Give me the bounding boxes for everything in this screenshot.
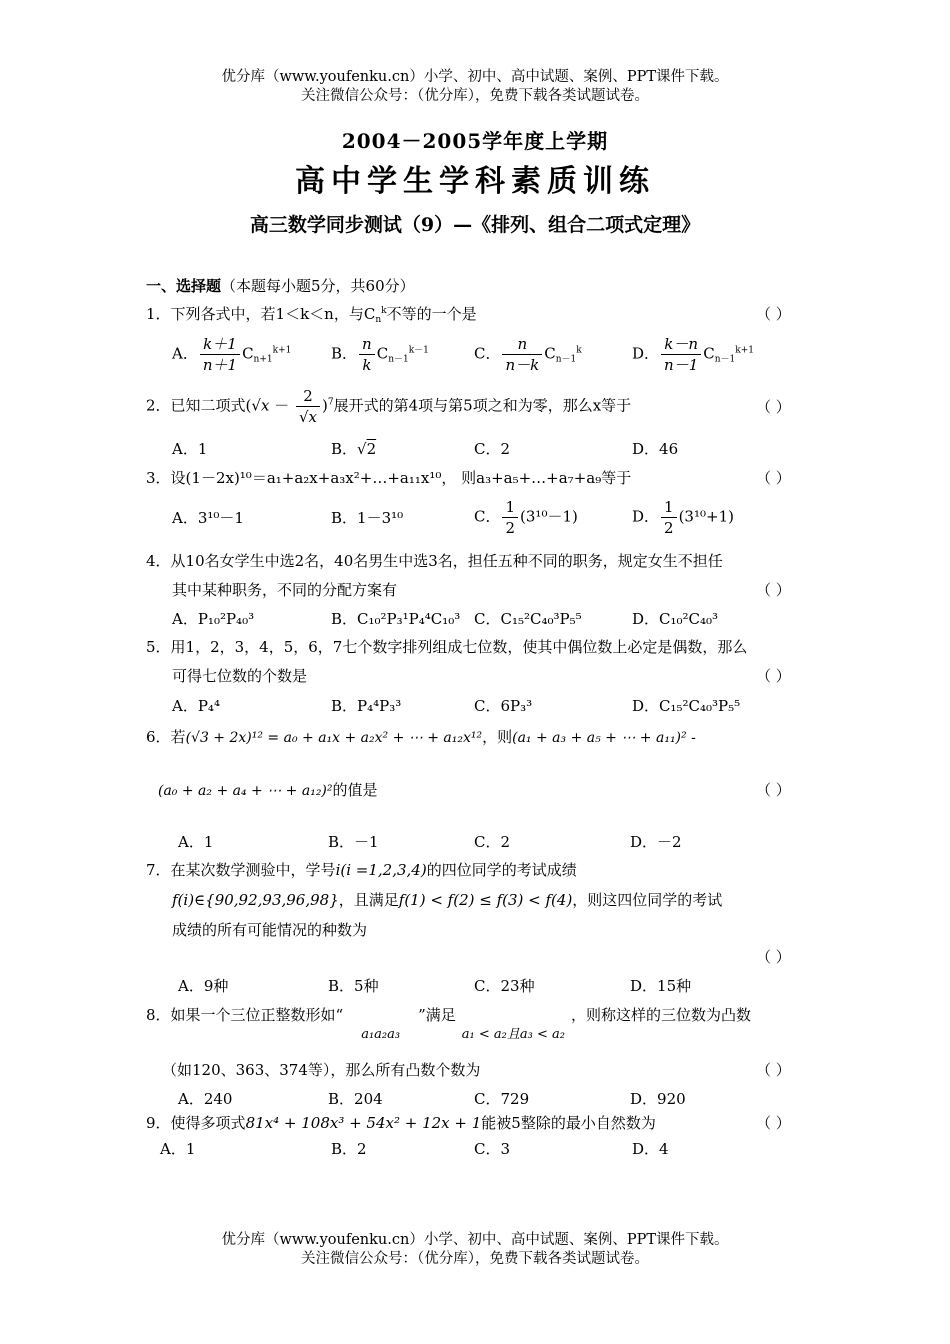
q1-c-num: n	[502, 334, 542, 355]
q1-a-frac	[200, 334, 240, 375]
q3-answer-paren[interactable]: （ ）	[756, 469, 791, 487]
q7-answer-paren[interactable]: （ ）	[756, 948, 791, 966]
q2-option-c[interactable]: C．2	[474, 440, 511, 458]
q8-line-2: （如120、363、374等），那么所有凸数个数为	[162, 1061, 481, 1079]
q3-option-b[interactable]: B．1－3¹⁰	[331, 509, 404, 527]
q3-c-den: 2	[505, 519, 516, 537]
q3-d-num: 1	[661, 497, 677, 518]
q7-line-2	[172, 889, 722, 910]
q8-option-b[interactable]: B．204	[328, 1090, 383, 1108]
q9-option-a[interactable]: A．1	[160, 1140, 196, 1158]
q1-stem-a: 下列各式中，若1＜k＜n，与C	[170, 305, 376, 323]
q7-expr-ineq: f(1) < f(2) ≤ f(3) < f(4)	[398, 891, 573, 909]
q3-c-num: 1	[502, 497, 518, 518]
q2-stem-b: 展开式的第4项与第5项之和为零，那么x等于	[333, 396, 632, 415]
q4-number: 4．	[146, 552, 171, 570]
q4-line-1-text: 从10名女学生中选2名，40名男生中选3名，担任五种不同的职务，规定女生不担任	[170, 552, 723, 570]
q2-option-d[interactable]: D．46	[632, 440, 679, 458]
q7-number: 7．	[146, 861, 171, 879]
q9-expr: 81x⁴ + 108x³ + 54x² + 12x + 1	[245, 1114, 482, 1132]
section-label: 一、选择题	[146, 277, 222, 295]
q3-c-frac	[502, 497, 518, 538]
q1-b-num: n	[359, 334, 375, 355]
q7-option-c[interactable]: C．23种	[474, 977, 535, 995]
q8-line-1b: ”满足	[418, 1006, 456, 1024]
q3-option-d-label: D．	[632, 507, 660, 526]
q3-stem-text: 设(1－2x)¹⁰＝a₁+a₂x+a₃x²+…+a₁₁x¹⁰， 则a₃+a₅+…+a₇+a₉等于	[170, 469, 632, 487]
q1-option-c[interactable]: C． $\frac{n}{n-k}$ $C_{n-1}^k$	[474, 335, 582, 374]
q6-number: 6．	[146, 728, 171, 746]
q6-expr-2: (a₁ + a₃ + a₅ + ⋯ + a₁₁)² -	[512, 730, 696, 746]
q1-c-frac	[502, 334, 542, 375]
q9-stem-b: 能被5整除的最小自然数为	[481, 1114, 656, 1132]
q9-option-d[interactable]: D．4	[632, 1140, 669, 1158]
q2-frac: $\frac{2}{√x}$	[296, 386, 320, 427]
q5-line-1	[146, 636, 747, 657]
q3-d-tail: (3¹⁰+1)	[678, 507, 734, 526]
q5-option-c[interactable]: C．6P₃³	[474, 697, 533, 715]
q8-number: 8．	[146, 1006, 171, 1024]
section-note: （本题每小题5分，共60分）	[221, 277, 415, 295]
q9-option-b[interactable]: B．2	[331, 1140, 367, 1158]
q7-expr-f: f(i)∈{90,92,93,96,98}	[172, 891, 339, 909]
q2-stem-a: 已知二项式(	[170, 396, 252, 415]
q7-line-1b: 的四位同学的考试成绩	[426, 861, 577, 879]
q6-option-d[interactable]: D．－2	[630, 833, 682, 851]
q6-answer-paren[interactable]: （ ）	[756, 781, 791, 799]
q8-option-a[interactable]: A．240	[178, 1090, 233, 1108]
q1-a-num: k＋1	[200, 334, 240, 355]
q8-expr-cond: a₁ < a₂且a₃ < a₂	[461, 1027, 565, 1042]
q6-line-2	[158, 779, 378, 800]
q6-stem-c: 的值是	[332, 781, 378, 799]
header-line-2: 关注微信公众号：（优分库），免费下载各类试题试卷。	[301, 88, 649, 104]
q1-c-c: C	[544, 344, 556, 363]
q5-option-b[interactable]: B．P₄⁴P₃³	[331, 697, 402, 715]
q1-stem: 1．下列各式中，若1＜k＜n，与$C_n^k$不等的一个是	[146, 305, 477, 325]
q2-sqrt-x: √x	[251, 396, 270, 415]
q1-answer-paren[interactable]: （ ）	[756, 305, 791, 323]
q7-option-d[interactable]: D．15种	[630, 977, 692, 995]
q1-option-a[interactable]: A． $\frac{k+1}{n+1}$ $C_{n+1}^{k+1}$	[172, 335, 292, 374]
q3-option-c[interactable]	[474, 497, 578, 538]
q4-option-d[interactable]: D．C₁₀²C₄₀³	[632, 610, 719, 628]
q1-option-b-label: B．	[331, 344, 358, 363]
q7-option-a[interactable]: A．9种	[178, 977, 229, 995]
q6-expr-3: (a₀ + a₂ + a₄ + ⋯ + a₁₂)²	[158, 783, 333, 799]
q9-stem-a: 使得多项式	[170, 1114, 246, 1132]
q5-option-a[interactable]: A．P₄⁴	[172, 697, 220, 715]
q7-line-3: 成绩的所有可能情况的种数为	[172, 921, 368, 939]
q7-line-2b: ，则这四位同学的考试	[572, 891, 723, 909]
q5-number: 5．	[146, 638, 171, 656]
q1-option-b[interactable]: B． $\frac{n}{k}$ $C_{n-1}^{k-1}$	[331, 335, 429, 374]
q4-answer-paren[interactable]: （ ）	[756, 581, 791, 599]
q2-option-b[interactable]: B．√2	[331, 440, 377, 458]
q3-option-c-label: C．	[474, 507, 501, 526]
q4-line-1	[146, 550, 723, 571]
q1-option-c-label: C．	[474, 344, 501, 363]
q1-d-num: k－n	[661, 334, 701, 355]
q9-option-c[interactable]: C．3	[474, 1140, 511, 1158]
q8-line-1	[146, 1004, 751, 1042]
q6-option-a[interactable]: A．1	[178, 833, 214, 851]
q5-option-d[interactable]: D．C₁₅²C₄₀³P₅⁵	[632, 697, 741, 715]
q4-option-a[interactable]: A．P₁₀²P₄₀³	[172, 610, 255, 628]
q4-option-b[interactable]: B．C₁₀²P₃¹P₄⁴C₁₀³	[331, 610, 461, 628]
q3-stem	[146, 467, 631, 488]
q1-d-c: C	[703, 344, 715, 363]
title-sub: 高三数学同步测试（9）—《排列、组合二项式定理》	[249, 214, 701, 236]
q3-option-d[interactable]	[632, 497, 734, 538]
q2-option-b-value: 2	[366, 440, 377, 458]
q7-option-b[interactable]: B．5种	[328, 977, 379, 995]
q7-line-2a: ，且满足	[338, 891, 399, 909]
q2-answer-paren[interactable]: （ ）	[756, 398, 791, 416]
q1-option-d[interactable]: D． $\frac{k-n}{n-1}$ $C_{n-1}^{k+1}$	[632, 335, 754, 374]
q1-stem-b: 不等的一个是	[386, 305, 477, 323]
q1-d-den: n－1	[664, 356, 699, 374]
q3-d-den: 2	[664, 519, 674, 537]
q2-stem: 2．已知二项式(√x － $\frac{2}{√x}$ )$^7$展开式的第4项与第5项之和为零，那么x等于	[146, 387, 632, 426]
q1-c-den: n－k	[505, 356, 540, 374]
q2-option-b-label: B．	[331, 440, 358, 458]
q5-answer-paren[interactable]: （ ）	[756, 667, 791, 685]
section-heading	[146, 275, 415, 296]
q3-option-a[interactable]: A．3¹⁰－1	[172, 509, 244, 527]
q3-c-tail: (3¹⁰－1)	[520, 507, 578, 526]
q6-stem-a: 若	[170, 728, 186, 746]
q4-option-c[interactable]: C．C₁₅²C₄₀³P₅⁵	[474, 610, 582, 628]
q2-option-a[interactable]: A．1	[172, 440, 208, 458]
q1-d-frac	[661, 334, 701, 375]
q1-a-den: n＋1	[202, 356, 238, 374]
q1-option-a-label: A．	[172, 344, 198, 363]
q8-line-1a: 如果一个三位正整数形如“	[170, 1006, 344, 1024]
q3-d-frac	[661, 497, 677, 538]
header-line-1: 优分库（www.youfenku.cn）小学、初中、高中试题、案例、PPT课件下载。	[221, 69, 729, 85]
q1-b-c: C	[376, 344, 389, 363]
q1-number: 1．	[146, 305, 171, 323]
q7-expr-i: i(i =1,2,3,4)	[335, 861, 427, 879]
q9-stem	[146, 1112, 656, 1133]
q8-expr-a: a₁a₂a₃	[361, 1027, 401, 1042]
footer-line-2: 关注微信公众号：（优分库），免费下载各类试题试卷。	[301, 1251, 649, 1267]
q8-option-d[interactable]: D．920	[630, 1090, 686, 1108]
footer-line-1: 优分库（www.youfenku.cn）小学、初中、高中试题、案例、PPT课件下载。	[221, 1232, 729, 1248]
q8-answer-paren[interactable]: （ ）	[756, 1061, 791, 1079]
q8-line-1c: ，则称这样的三位数为凸数	[570, 1006, 751, 1024]
q1-b-frac	[359, 334, 375, 375]
q1-b-den: k	[362, 356, 372, 374]
q6-line-1	[146, 726, 696, 747]
q7-line-1-text: 在某次数学测验中，学号	[170, 861, 336, 879]
q6-stem-b: ，则	[482, 728, 513, 746]
q9-answer-paren[interactable]: （ ）	[756, 1114, 791, 1132]
q2-number: 2．	[146, 396, 171, 415]
q3-number: 3．	[146, 469, 171, 487]
q9-number: 9．	[146, 1114, 171, 1132]
q6-option-b[interactable]: B．－1	[328, 833, 379, 851]
q4-line-2: 其中某种职务，不同的分配方案有	[172, 581, 398, 599]
q5-line-1-text: 用1，2，3，4，5，6，7七个数字排列组成七位数，使其中偶位数上必定是偶数，那么	[170, 638, 748, 656]
q7-line-1	[146, 859, 577, 880]
title-main: 高中学生学科素质训练	[295, 164, 655, 199]
q6-option-c[interactable]: C．2	[474, 833, 511, 851]
q5-line-2: 可得七位数的个数是	[172, 667, 308, 685]
q6-expr-1: (√3 + 2x)¹² = a₀ + a₁x + a₂x² + ⋯ + a₁₂x¹²	[185, 730, 483, 746]
q8-option-c[interactable]: C．729	[474, 1090, 530, 1108]
title-year: 2004－2005学年度上学期	[341, 129, 609, 153]
q1-a-c: C	[242, 344, 254, 363]
q1-option-d-label: D．	[632, 344, 660, 363]
